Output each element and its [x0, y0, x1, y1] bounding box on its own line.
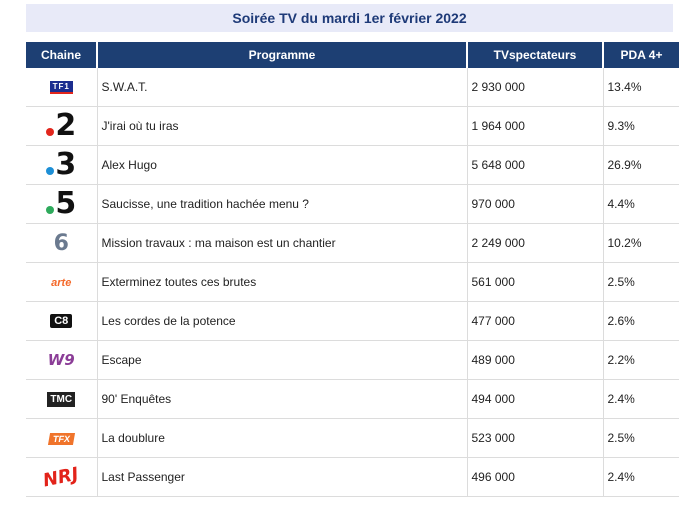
tvspectateurs-cell: 1 964 000 [467, 107, 603, 146]
header-chaine: Chaine [26, 42, 97, 68]
pda-cell: 9.3% [603, 107, 679, 146]
pda-cell: 2.2% [603, 341, 679, 380]
tvspectateurs-cell: 496 000 [467, 458, 603, 497]
table-row [26, 146, 679, 185]
tvspectateurs-cell: 494 000 [467, 380, 603, 419]
channel-cell [26, 380, 97, 419]
page-title: Soirée TV du mardi 1er février 2022 [26, 4, 673, 32]
table-row [26, 380, 679, 419]
m6-logo: 6 [53, 230, 69, 256]
table-row [26, 68, 679, 107]
programme-cell: La doublure [97, 419, 467, 458]
channel-cell [26, 68, 97, 107]
pda-cell: 26.9% [603, 146, 679, 185]
table-header-row [26, 42, 679, 68]
tvspectateurs-cell: 561 000 [467, 263, 603, 302]
table-row [26, 185, 679, 224]
blue-dot-icon [46, 167, 54, 175]
channel-cell [26, 263, 97, 302]
programme-cell: Last Passenger [97, 458, 467, 497]
table-row [26, 458, 679, 497]
table-row [26, 263, 679, 302]
table-row [26, 419, 679, 458]
channel-cell [26, 146, 97, 185]
w9-logo: W9 [47, 351, 75, 369]
programme-cell: Alex Hugo [97, 146, 467, 185]
tvspectateurs-cell: 970 000 [467, 185, 603, 224]
channel-cell [26, 302, 97, 341]
channel-cell [26, 458, 97, 497]
tvspectateurs-cell: 489 000 [467, 341, 603, 380]
france2-logo-number: 2 [55, 108, 77, 143]
programme-cell: Escape [97, 341, 467, 380]
header-programme: Programme [97, 42, 467, 68]
table-row [26, 341, 679, 380]
table-row [26, 107, 679, 146]
channel-cell [26, 224, 97, 263]
channel-cell [26, 419, 97, 458]
tvspectateurs-cell: 523 000 [467, 419, 603, 458]
pda-cell: 2.4% [603, 458, 679, 497]
france5-logo [46, 186, 77, 221]
programme-cell: Mission travaux : ma maison est un chantier [97, 224, 467, 263]
table-row [26, 224, 679, 263]
pda-cell: 2.5% [603, 419, 679, 458]
channel-cell [26, 107, 97, 146]
programme-cell: S.W.A.T. [97, 68, 467, 107]
programme-cell: Saucisse, une tradition hachée menu ? [97, 185, 467, 224]
pda-cell: 2.5% [603, 263, 679, 302]
programme-cell: Les cordes de la potence [97, 302, 467, 341]
tvspectateurs-cell: 5 648 000 [467, 146, 603, 185]
tvspectateurs-cell: 2 930 000 [467, 68, 603, 107]
tvspectateurs-cell: 477 000 [467, 302, 603, 341]
programme-cell: 90' Enquêtes [97, 380, 467, 419]
pda-cell: 13.4% [603, 68, 679, 107]
channel-cell [26, 185, 97, 224]
red-dot-icon [46, 128, 54, 136]
tf1-logo: TF1 [50, 81, 73, 94]
audience-table [26, 42, 679, 497]
tmc-logo: TMC [47, 392, 75, 407]
arte-logo: arte [51, 276, 72, 289]
header-tvspectateurs: TVspectateurs [467, 42, 603, 68]
france2-logo [46, 108, 77, 143]
france3-logo [46, 147, 77, 182]
c8-logo: C8 [50, 314, 72, 328]
tvspectateurs-cell: 2 249 000 [467, 224, 603, 263]
channel-cell [26, 341, 97, 380]
france5-logo-number: 5 [55, 186, 77, 221]
pda-cell: 10.2% [603, 224, 679, 263]
table-row [26, 302, 679, 341]
nrj12-logo: NRJ [41, 463, 81, 491]
green-dot-icon [46, 206, 54, 214]
header-pda: PDA 4+ [603, 42, 679, 68]
programme-cell: Exterminez toutes ces brutes [97, 263, 467, 302]
pda-cell: 2.4% [603, 380, 679, 419]
page [26, 4, 673, 497]
tfx-logo: TFX [48, 433, 75, 445]
pda-cell: 4.4% [603, 185, 679, 224]
pda-cell: 2.6% [603, 302, 679, 341]
programme-cell: J'irai où tu iras [97, 107, 467, 146]
france3-logo-number: 3 [55, 147, 77, 182]
